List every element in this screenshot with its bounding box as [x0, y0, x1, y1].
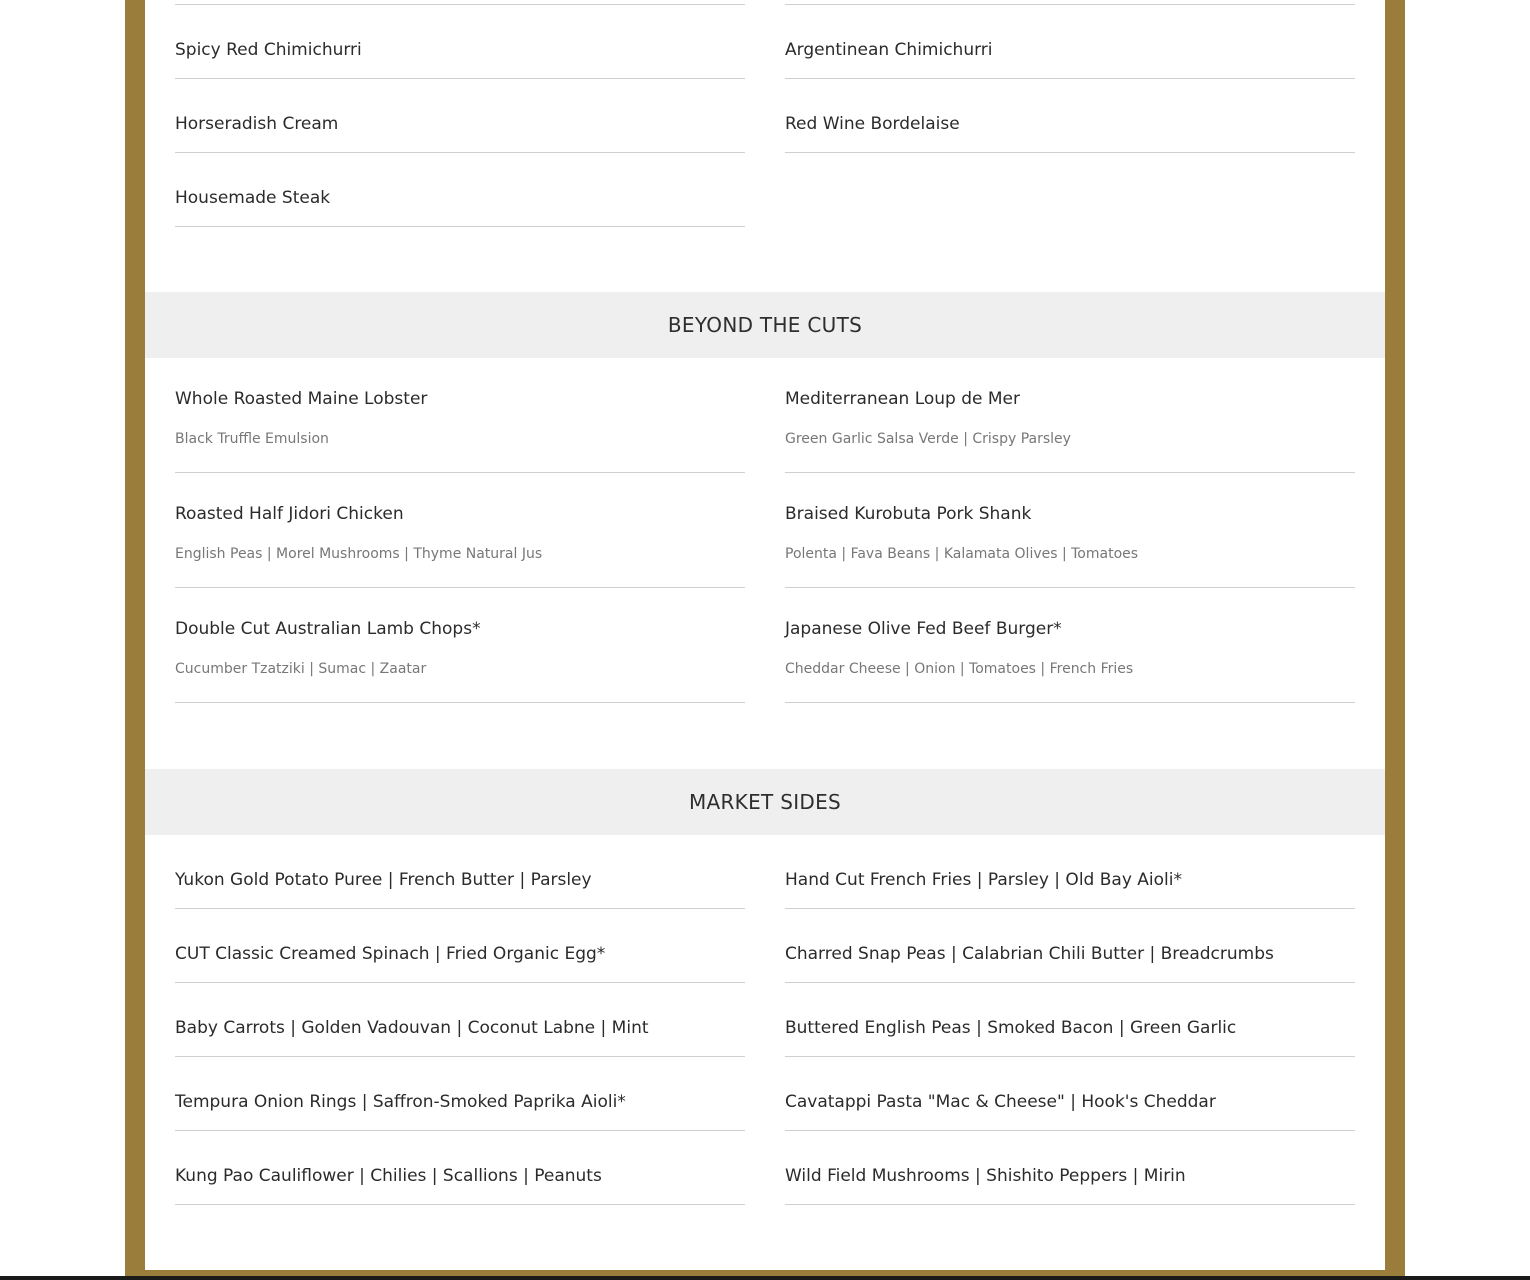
- item-description: Polenta | Fava Beans | Kalamata Olives | Tomatoes: [785, 546, 1139, 562]
- list-item: [175, 5, 745, 79]
- menu-item: [785, 358, 1355, 473]
- item-name: Whole Roasted Maine Lobster: [175, 389, 428, 409]
- menu-panel: [145, 0, 1385, 1270]
- item-name: Kung Pao Cauliflower | Chilies | Scallions | Peanuts: [175, 1166, 602, 1186]
- list-item: [175, 79, 745, 153]
- list-item: [175, 835, 745, 909]
- list-item: [785, 835, 1355, 909]
- section-title: MARKET SIDES: [145, 769, 1385, 835]
- item-name: Horseradish Cream: [175, 114, 339, 134]
- page-bottom-rule: [0, 1276, 1530, 1280]
- list-item: [785, 983, 1355, 1057]
- item-name: Red Wine Bordelaise: [785, 114, 960, 134]
- item-description: Green Garlic Salsa Verde | Crispy Parsley: [785, 431, 1071, 447]
- item-description: Cheddar Cheese | Onion | Tomatoes | French Fries: [785, 661, 1134, 677]
- item-name: Cavatappi Pasta "Mac & Cheese" | Hook's Cheddar: [785, 1092, 1216, 1112]
- list-item: [175, 909, 745, 983]
- item-name: Hand Cut French Fries | Parsley | Old Bay Aioli*: [785, 870, 1182, 890]
- menu-item: [785, 473, 1355, 588]
- item-description: Black Truffle Emulsion: [175, 431, 329, 447]
- list-item: [785, 1131, 1355, 1205]
- list-item: [785, 5, 1355, 79]
- item-name: CUT Classic Creamed Spinach | Fried Organic Egg*: [175, 944, 606, 964]
- item-description: Cucumber Tzatziki | Sumac | Zaatar: [175, 661, 427, 677]
- list-item: [175, 153, 745, 227]
- item-name: Tempura Onion Rings | Saffron-Smoked Paprika Aioli*: [175, 1092, 626, 1112]
- menu-item: [175, 358, 745, 473]
- list-item: [785, 79, 1355, 153]
- item-name: Double Cut Australian Lamb Chops*: [175, 619, 481, 639]
- list-item: [175, 983, 745, 1057]
- item-name: Yukon Gold Potato Puree | French Butter | Parsley: [175, 870, 592, 890]
- item-name: Argentinean Chimichurri: [785, 40, 993, 60]
- item-name: Housemade Steak: [175, 188, 331, 208]
- item-name: Roasted Half Jidori Chicken: [175, 504, 404, 524]
- item-description: English Peas | Morel Mushrooms | Thyme Natural Jus: [175, 546, 543, 562]
- menu-item: [785, 588, 1355, 703]
- item-name: Mediterranean Loup de Mer: [785, 389, 1021, 409]
- menu-item: [175, 588, 745, 703]
- list-item: [175, 1131, 745, 1205]
- item-name: Japanese Olive Fed Beef Burger*: [785, 619, 1062, 639]
- item-name: Braised Kurobuta Pork Shank: [785, 504, 1032, 524]
- item-name: Wild Field Mushrooms | Shishito Peppers | Mirin: [785, 1166, 1186, 1186]
- list-item: [785, 909, 1355, 983]
- list-item: [785, 1057, 1355, 1131]
- section-title: BEYOND THE CUTS: [145, 292, 1385, 358]
- list-item: [175, 1057, 745, 1131]
- item-name: Baby Carrots | Golden Vadouvan | Coconut Labne | Mint: [175, 1018, 649, 1038]
- item-name: Buttered English Peas | Smoked Bacon | Green Garlic: [785, 1018, 1237, 1038]
- item-name: Spicy Red Chimichurri: [175, 40, 362, 60]
- menu-item: [175, 473, 745, 588]
- item-name: Charred Snap Peas | Calabrian Chili Butter | Breadcrumbs: [785, 944, 1274, 964]
